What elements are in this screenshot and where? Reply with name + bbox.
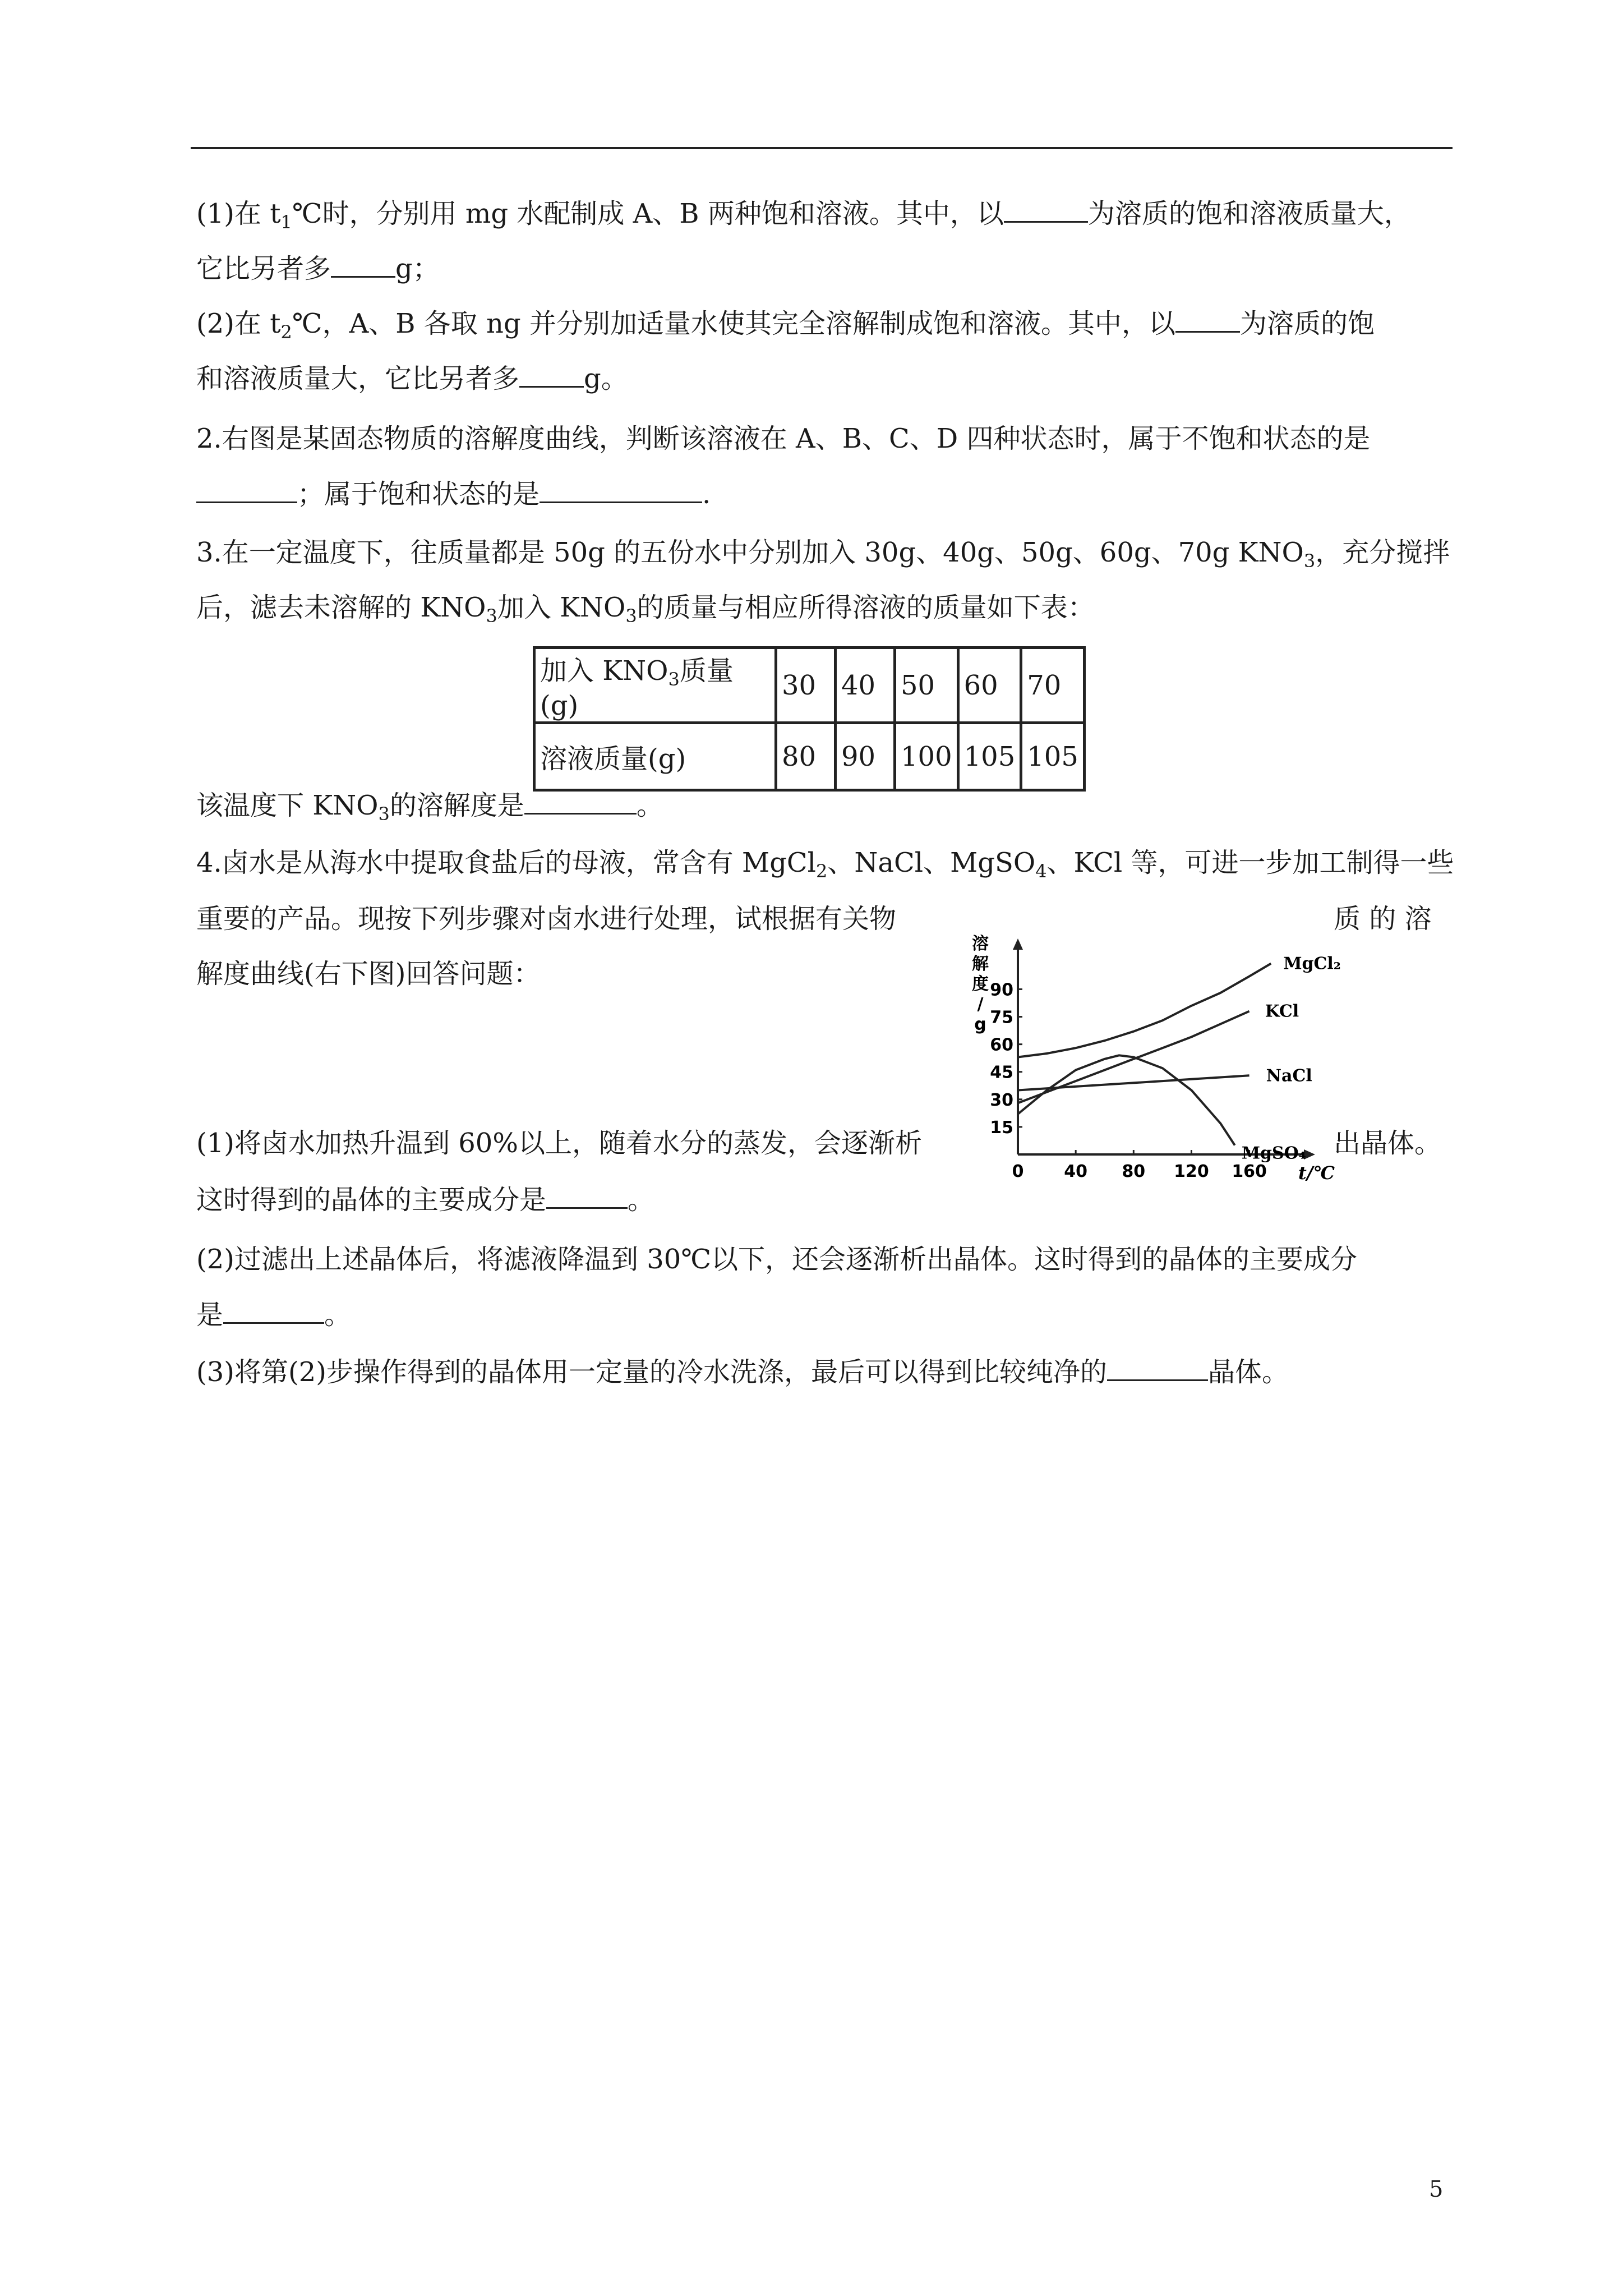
x-axis-title: t/℃ <box>1298 1162 1335 1184</box>
q4-step3: (3)将第(2)步操作得到的晶体用一定量的冷水洗涤，最后可以得到比较纯净的 晶体。 <box>196 1355 1289 1389</box>
q4-line2-left: 重要的产品。现按下列步骤对卤水进行处理，试根据有关物 <box>196 903 897 935</box>
answer-blank[interactable] <box>519 361 584 388</box>
q4-step1-left: (1)将卤水加热升温到 60%以上，随着水分的蒸发，会逐渐析 <box>196 1128 922 1159</box>
y-axis-arrow <box>1013 938 1023 950</box>
q3-line2: 后，滤去未溶解的 $KNO_3$加入 $KNO_3$的质量与相应所得溶液的质量如下表： <box>196 592 1095 627</box>
q4-step2-line1: (2)过滤出上述晶体后，将滤液降温到 30℃以下，还会逐渐析出晶体。这时得到的晶体的主要成分 <box>196 1244 1358 1275</box>
q4-line3: 解度曲线(右下图)回答问题： <box>196 958 541 990</box>
q3-line1: 3.在一定温度下，往质量都是 50g 的五份水中分别加入 30g、40g、50g、60g、70g $KNO_3$，充分搅拌 <box>196 537 1450 572</box>
q1-part1-line2: 它比另者多 g； <box>196 251 440 286</box>
table-cell: 105 <box>1021 723 1085 790</box>
y-tick-label: 60 <box>990 1035 1013 1055</box>
q2-line1: 2.右图是某固态物质的溶解度曲线，判断该溶液在 A、B、C、D 四种状态时，属于不饱和状态的是 <box>196 423 1371 454</box>
answer-blank[interactable] <box>331 251 395 278</box>
series-line <box>1018 1075 1249 1090</box>
table-cell: 100 <box>895 723 958 790</box>
table-cell: 70 <box>1021 648 1085 723</box>
q1-part2-line2: 和溶液质量大，它比另者多 g。 <box>196 361 628 395</box>
table-cell: 60 <box>958 648 1021 723</box>
q4-line1: 4.卤水是从海水中提取食盐后的母液，常含有 MgCl$_2$、NaCl、MgSO$_4$、KCl 等，可进一步加工制得一些 <box>196 847 1454 882</box>
q4-step2-line2: 是 。 <box>196 1297 351 1332</box>
y-tick-label: 90 <box>990 980 1013 1000</box>
answer-blank[interactable] <box>1175 306 1240 333</box>
answer-blank[interactable] <box>540 477 702 503</box>
x-tick-label: 0 <box>1012 1162 1024 1181</box>
table-cell: 90 <box>836 723 895 790</box>
y-tick-label: 45 <box>990 1062 1013 1083</box>
y-axis-title-char: 解 <box>972 954 989 974</box>
series-label: MgSO₄ <box>1241 1143 1306 1163</box>
x-tick-label: 160 <box>1232 1162 1267 1181</box>
chart-axes <box>1013 938 1315 1159</box>
header-rule <box>191 147 1453 149</box>
table-row <box>534 648 1085 723</box>
y-tick-label: 30 <box>990 1090 1013 1110</box>
table-row <box>534 723 1085 790</box>
table-row-label: 加入 $KNO_3$质量(g) <box>534 648 776 723</box>
q4-line2-right: 质 的 溶 <box>1334 903 1432 935</box>
solubility-chart <box>965 931 1341 1184</box>
answer-blank[interactable] <box>546 1182 628 1209</box>
answer-blank[interactable] <box>223 1297 324 1324</box>
table-row-label: 溶液质量(g) <box>534 723 776 790</box>
table-cell: 80 <box>776 723 836 790</box>
chart-labels <box>972 934 1341 1184</box>
y-tick-label: 15 <box>990 1117 1013 1138</box>
y-axis-title-char: g <box>974 1015 986 1034</box>
chart-series <box>1018 964 1271 1145</box>
series-label: NaCl <box>1266 1066 1312 1086</box>
table-cell: 50 <box>895 648 958 723</box>
answer-blank[interactable] <box>1107 1355 1208 1381</box>
answer-blank[interactable] <box>524 788 637 815</box>
y-tick-label: 75 <box>990 1007 1013 1028</box>
series-line <box>1018 1055 1235 1145</box>
series-label: MgCl₂ <box>1283 954 1341 974</box>
q4-step1-line2: 这时得到的晶体的主要成分是 。 <box>196 1182 654 1217</box>
q4-step1-right: 出晶体。 <box>1334 1128 1442 1159</box>
kno3-data-table <box>533 646 1086 792</box>
series-line <box>1018 964 1271 1057</box>
x-tick-label: 80 <box>1122 1162 1146 1181</box>
page-number: 5 <box>1429 2177 1444 2202</box>
table-cell: 40 <box>836 648 895 723</box>
table-cell: 30 <box>776 648 836 723</box>
y-axis-title-char: 溶 <box>972 934 989 954</box>
q3-line3: 该温度下 $KNO_3$的溶解度是 。 <box>196 788 663 831</box>
q2-line2: ；属于饱和状态的是 . <box>196 477 711 511</box>
series-label: KCl <box>1265 1001 1299 1022</box>
x-tick-label: 120 <box>1174 1162 1209 1181</box>
x-tick-label: 40 <box>1064 1162 1088 1181</box>
answer-blank[interactable] <box>1004 196 1088 223</box>
answer-blank[interactable] <box>196 477 297 503</box>
q1-part2-line1: (2)在 $t_2℃$，A、B 各取 ng 并分别加适量水使其完全溶解制成饱和溶液。其中，以 为溶质的饱 <box>196 306 1375 349</box>
q1-part1-line1: (1)在 $t_1℃$时，分别用 mg 水配制成 A、B 两种饱和溶液。其中，以 为溶质的饱和溶液质量大， <box>196 196 1411 239</box>
y-axis-title-char: 度 <box>972 974 989 994</box>
y-axis-title-char: / <box>977 995 984 1014</box>
table-cell: 105 <box>958 723 1021 790</box>
